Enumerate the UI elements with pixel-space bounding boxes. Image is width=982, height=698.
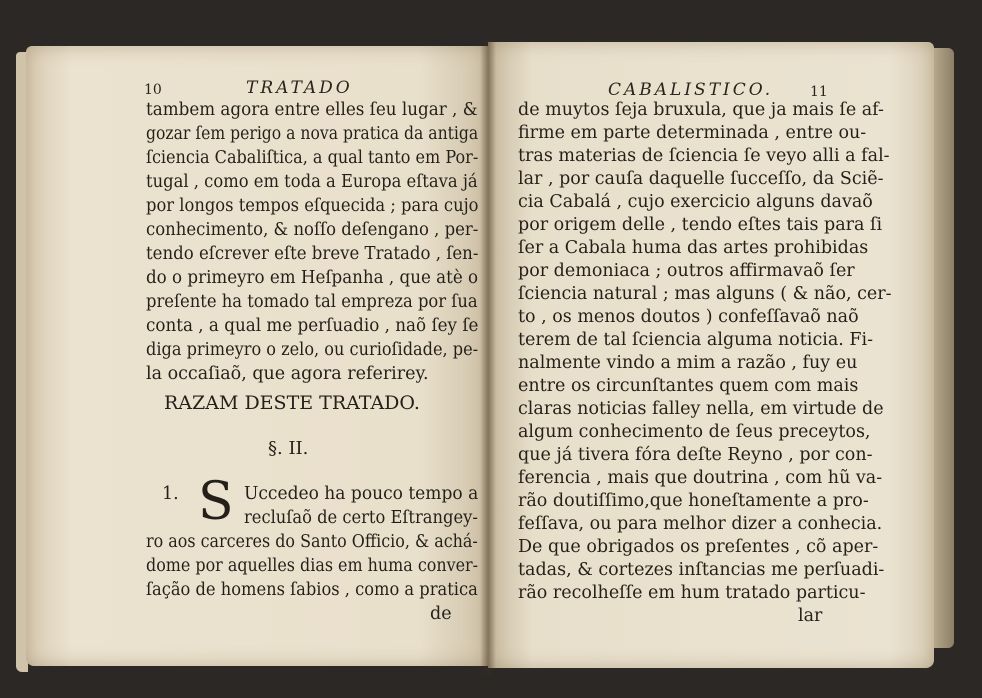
left-text-line: tugal , como em toda a Europa eſtava já <box>146 172 478 192</box>
left-text-line: conhecimento, & noſſo deſengano , per- <box>146 220 479 240</box>
left-text-line: preſente ha tomado tal empreza por ſua <box>146 292 478 312</box>
right-catchword: lar <box>798 606 823 626</box>
right-text-line: tadas, & cortezes inſtancias me perſuadi- <box>518 560 885 580</box>
right-text-line: nalmente vindo a mim a razão , fuy eu <box>518 353 858 373</box>
left-running-head: TRATADO <box>246 78 353 98</box>
right-text-line: terem de tal ſciencia alguma noticia. Fi- <box>518 330 874 350</box>
right-text-line: entre os circunſtantes quem com mais <box>518 376 859 396</box>
book-gutter <box>480 40 496 674</box>
right-text-line: rão doutiſſimo,que honeſtamente a pro- <box>518 491 869 511</box>
right-text-line: lar , por cauſa daquelle ſucceſſo, da Sciẽ- <box>518 169 884 189</box>
left-text-line: do o primeyro em Heſpanha , que atè o <box>146 268 479 288</box>
right-text-line: que já tivera fóra deſte Reyno , por con- <box>518 445 873 465</box>
right-text-line: feſſava, ou para melhor dizer a conhecia. <box>518 514 883 534</box>
left-para-line: recluſaõ de certo Eſtrangey- <box>244 508 478 528</box>
right-text-line: claras noticias falley nella, em virtude de <box>518 399 884 419</box>
right-text-line: por origem delle , tendo eſtes tais para ſi <box>518 215 883 235</box>
left-text-line: ſciencia Cabaliſtica, a qual tanto em Por- <box>146 148 479 168</box>
paragraph-number: 1. <box>162 484 179 504</box>
right-text-line: ſciencia natural ; mas alguns ( & não, cer- <box>518 284 892 304</box>
left-text-line: por longos tempos eſquecida ; para cujo <box>146 196 479 216</box>
left-page-number: 10 <box>144 82 162 98</box>
right-text-line: rão recolheſſe em hum tratado particu- <box>518 583 866 603</box>
section-title: RAZAM DESTE TRATADO. <box>164 392 420 414</box>
right-text-line: ſer a Cabala huma das artes prohibidas <box>518 238 869 258</box>
right-text-line: cia Cabalá , cujo exercicio alguns davaõ <box>518 192 873 212</box>
right-text-line: algum conhecimento de ſeus preceytos, <box>518 422 871 442</box>
left-para-line: ſação de homens ſabios , como a pratica <box>146 580 478 600</box>
right-text-line: to , os menos doutos ) confeſſavaõ naõ <box>518 307 859 327</box>
right-text-line: de muytos ſeja bruxula, que ja mais ſe af- <box>518 100 884 120</box>
drop-cap: S <box>198 472 234 532</box>
right-text-line: ferencia , mais que doutrina , com hũ va- <box>518 468 883 488</box>
right-text-line: tras materias de ſciencia ſe veyo alli a fal- <box>518 146 890 166</box>
left-para-line: Uccedeo ha pouco tempo a <box>244 484 479 504</box>
right-page-edge <box>932 48 954 648</box>
left-para-line: ro aos carceres do Santo Officio, & achá- <box>146 532 478 552</box>
left-text-line: la occaſiaõ, que agora referirey. <box>146 364 429 384</box>
right-text-line: firme em parte determinada , entre ou- <box>518 123 867 143</box>
right-text-line: por demoniaca ; outros affirmavaõ ſer <box>518 261 855 281</box>
right-running-head: CABALISTICO. <box>608 80 774 100</box>
left-text-line: conta , a qual me perſuadio , naõ ſey ſe <box>146 316 479 336</box>
right-page <box>488 42 934 668</box>
right-text-line: De que obrigados os preſentes , cõ aper- <box>518 537 879 557</box>
right-page-number: 11 <box>810 84 828 100</box>
left-para-line: dome por aquelles dias em huma conver- <box>146 556 478 576</box>
section-mark: §. II. <box>268 438 309 459</box>
left-text-line: tambem agora entre elles ſeu lugar , & <box>146 100 478 120</box>
left-text-line: diga primeyro o zelo, ou curioſidade, pe- <box>146 340 479 360</box>
left-text-line: gozar ſem perigo a nova pratica da antiga <box>146 124 479 144</box>
left-catchword: de <box>430 604 452 624</box>
left-page <box>26 46 488 666</box>
left-text-line: tendo eſcrever eſte breve Tratado , ſen- <box>146 244 479 264</box>
